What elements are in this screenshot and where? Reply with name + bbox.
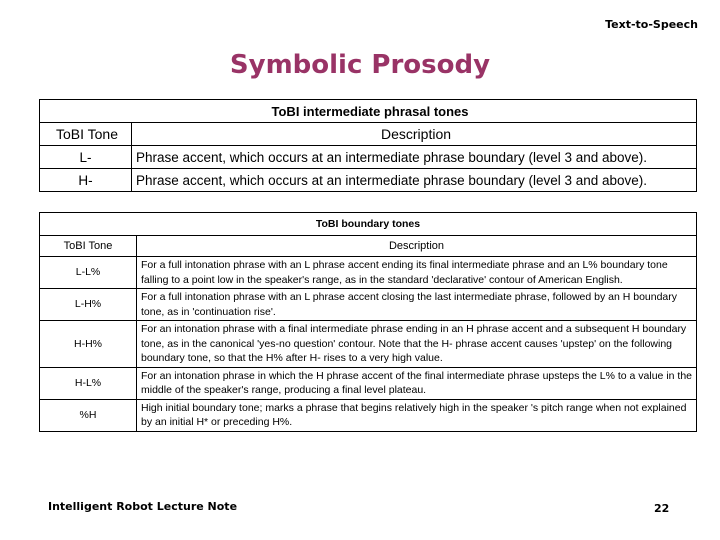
table-row [40, 399, 697, 431]
header-tag: Text-to-Speech [605, 18, 698, 31]
description-cell: For an intonation phrase in which the H phrase accent of the final intermediate phrase upsteps the L% to a value in the middle of the speaker's range, producing a final level plateau. [137, 367, 697, 399]
boundary-table-header [40, 236, 697, 257]
page-number: 22 [654, 502, 670, 515]
table-row [40, 146, 697, 169]
tone-cell: H-L% [40, 367, 137, 399]
description-cell: High initial boundary tone; marks a phrase that begins relatively high in the speaker 's pitch range when not explained by an initial H* or preceding H%. [137, 399, 697, 431]
boundary-col-desc-header: Description [137, 236, 697, 257]
description-cell: Phrase accent, which occurs at an intermediate phrase boundary (level 3 and above). [132, 169, 697, 192]
description-cell: Phrase accent, which occurs at an intermediate phrase boundary (level 3 and above). [132, 146, 697, 169]
table-row [40, 289, 697, 321]
intermediate-col-desc-header: Description [132, 123, 697, 146]
boundary-table-caption: ToBI boundary tones [40, 213, 697, 236]
tone-cell: %H [40, 399, 137, 431]
table-row [40, 257, 697, 289]
intermediate-table-caption: ToBI intermediate phrasal tones [40, 100, 697, 123]
tone-cell: H- [40, 169, 132, 192]
slide-title: Symbolic Prosody [229, 50, 491, 80]
description-cell: For a full intonation phrase with an L phrase accent closing the last intermediate phrase, followed by an H boundary tone, as in 'continuation rise'. [137, 289, 697, 321]
table-row [40, 367, 697, 399]
tone-cell: H-H% [40, 321, 137, 368]
tone-cell: L-L% [40, 257, 137, 289]
intermediate-table-header [40, 123, 697, 146]
footer-note: Intelligent Robot Lecture Note [48, 500, 238, 513]
boundary-col-tone-header: ToBI Tone [40, 236, 137, 257]
description-cell: For a full intonation phrase with an L phrase accent ending its final intermediate phrase and an L% boundary tone falling to a point low in the speaker's range, as in the standard 'declarative' contour of American English. [137, 257, 697, 289]
description-cell: For an intonation phrase with a final intermediate phrase ending in an H phrase accent and a subsequent H boundary tone, as in the canonical 'yes-no question' contour. Note that the H- phrase accent causes 'upstep' on the following boundary tone, so that the H% after H- rises to a very high value. [137, 321, 697, 368]
table-row [40, 321, 697, 368]
tone-cell: L-H% [40, 289, 137, 321]
intermediate-tones-table [39, 99, 697, 192]
table-row [40, 169, 697, 192]
boundary-tones-table [39, 212, 697, 432]
intermediate-col-tone-header: ToBI Tone [40, 123, 132, 146]
tone-cell: L- [40, 146, 132, 169]
